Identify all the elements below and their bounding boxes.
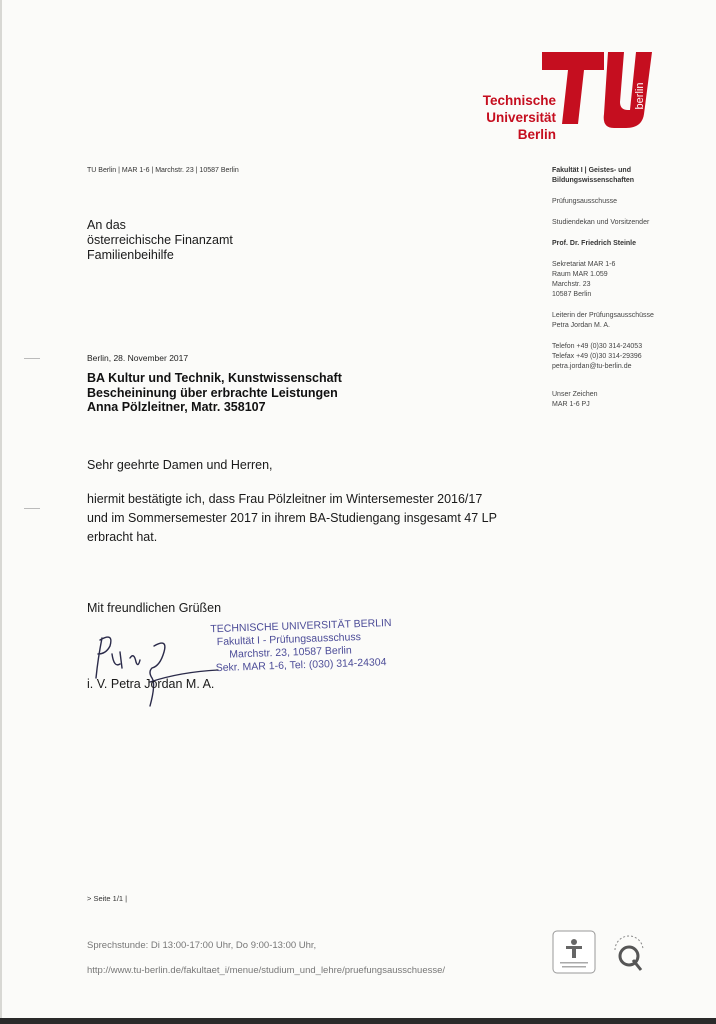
logo-line-1: Technische <box>482 93 556 108</box>
svg-text:berlin: berlin <box>634 82 646 110</box>
address-line-2: österreichische Finanzamt <box>87 233 233 247</box>
tu-logo-icon <box>540 48 652 128</box>
fold-mark <box>24 508 40 509</box>
reference-label: Unser Zeichen <box>552 391 598 398</box>
paper-edge-left <box>0 0 2 1024</box>
stamp-line-4: Sekr. MAR 1-6, Tel: (030) 314-24304 <box>215 656 387 675</box>
head-line-2: Petra Jordan M. A. <box>552 322 610 329</box>
logo-line-2: Universität <box>486 110 556 125</box>
role-label: Studiendekan und Vorsitzender <box>552 219 650 226</box>
office-hours: Sprechstunde: Di 13:00-17:00 Uhr, Do 9:00-13:00 Uhr, <box>87 940 317 951</box>
body-line-2: und im Sommersemester 2017 in ihrem BA-Studiengang insgesamt 47 LP <box>87 511 497 525</box>
reference-block <box>552 390 712 410</box>
professor-name: Prof. Dr. Friedrich Steinle <box>552 240 637 247</box>
office-line-1: Sekretariat MAR 1-6 <box>552 261 616 268</box>
letter-date: Berlin, 28. November 2017 <box>87 353 189 363</box>
phone-number: Telefon +49 (0)30 314-24053 <box>552 343 643 350</box>
faculty-block <box>552 166 712 186</box>
total-equality-icon <box>607 928 651 976</box>
address-line-1: An das <box>87 218 126 232</box>
salutation: Sehr geehrte Damen und Herren, <box>87 458 273 472</box>
stamp-line-3: Marchstr. 23, 10587 Berlin <box>229 644 352 661</box>
scan-border <box>0 1018 716 1024</box>
body-line-1: hiermit bestätigte ich, dass Frau Pölzleitner im Wintersemester 2016/17 <box>87 492 483 506</box>
recipient-address <box>87 218 233 263</box>
body-line-3: erbracht hat. <box>87 530 158 544</box>
contact-block <box>552 342 712 372</box>
family-audit-certificate-icon <box>552 930 596 974</box>
logo-line-3: Berlin <box>517 127 556 142</box>
letter-body <box>87 490 547 547</box>
address-line-3: Familienbeihilfe <box>87 248 174 262</box>
subject-line-3: Anna Pölzleitner, Matr. 358107 <box>87 400 266 414</box>
footer-url: http://www.tu-berlin.de/fakultaet_i/menue/studium_und_lehre/pruefungsausschuesse/ <box>87 965 446 976</box>
official-stamp <box>204 617 406 676</box>
stamp-line-1: TECHNISCHE UNIVERSITÄT BERLIN <box>210 616 392 636</box>
office-line-2: Raum MAR 1.059 <box>552 271 608 278</box>
office-line-4: 10587 Berlin <box>552 291 592 298</box>
signer-name: i. V. Petra Jordan M. A. <box>87 677 215 691</box>
sender-address-line: TU Berlin | MAR 1-6 | Marchstr. 23 | 10587 Berlin <box>87 167 239 174</box>
subject-line-2: Bescheininung über erbrachte Leistungen <box>87 385 338 400</box>
reference-value: MAR 1-6 PJ <box>552 401 590 408</box>
office-block <box>552 260 712 300</box>
sender-info-column <box>552 166 712 421</box>
faculty-line-2: Bildungswissenschaften <box>552 177 635 184</box>
committee-label: Prüfungsausschusse <box>552 198 617 205</box>
handwritten-signature <box>90 628 220 708</box>
letter-subject <box>87 371 342 415</box>
page-number: > Seite 1/1 | <box>87 894 128 903</box>
stamp-line-2: Fakultät I - Prüfungsausschuss <box>216 631 362 649</box>
fax-number: Telefax +49 (0)30 314-29396 <box>552 353 642 360</box>
faculty-line-1: Fakultät I | Geistes- und <box>552 167 631 174</box>
office-line-3: Marchstr. 23 <box>552 281 591 288</box>
email-address: petra.jordan@tu-berlin.de <box>552 363 632 370</box>
head-block <box>552 311 712 331</box>
fold-mark <box>24 358 40 359</box>
head-line-1: Leiterin der Prüfungsausschüsse <box>552 312 654 319</box>
subject-line-1: BA Kultur und Technik, Kunstwissenschaft <box>87 371 342 385</box>
closing-phrase: Mit freundlichen Grüßen <box>87 601 222 615</box>
